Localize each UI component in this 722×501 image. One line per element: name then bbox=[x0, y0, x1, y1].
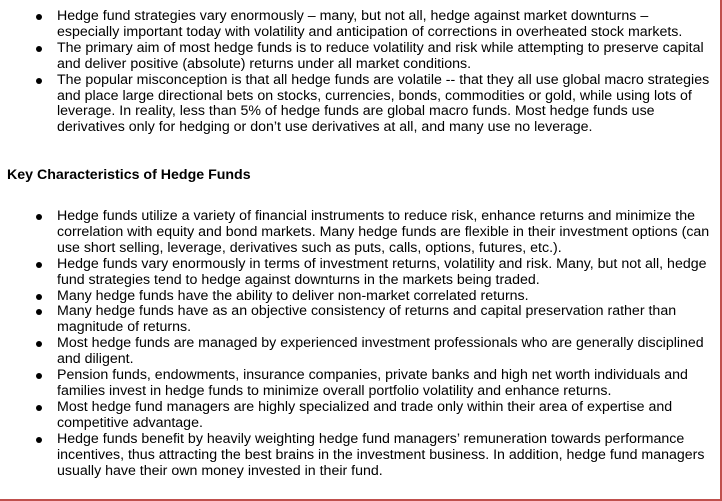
bullet-dot-icon bbox=[36, 46, 42, 52]
list-item bbox=[0, 304, 718, 336]
list-item bbox=[0, 41, 718, 73]
list-item bbox=[0, 9, 718, 41]
bullet-dot-icon bbox=[36, 309, 42, 315]
list-item bbox=[0, 209, 718, 257]
list-item-text: Pension funds, endowments, insurance companies, private banks and high net worth individuals and families invest in hedge funds to minimize overall portfolio volatility and enhance returns. bbox=[57, 367, 688, 399]
list-item-text: The primary aim of most hedge funds is to reduce volatility and risk while attempting to preserve capital and deliver positive (absolute) returns under all market conditions. bbox=[57, 39, 704, 72]
bullet-dot-icon bbox=[36, 78, 42, 84]
bullet-dot-icon bbox=[36, 294, 42, 300]
bullet-dot-icon bbox=[36, 405, 42, 411]
section-heading: Key Characteristics of Hedge Funds bbox=[7, 167, 251, 183]
list-item-text: Hedge funds utilize a variety of financial instruments to reduce risk, enhance returns and minimize the correlation with equity and bond markets. Many hedge funds are flexible in their investment options (can use short selling, leverage, derivatives such as puts, calls, options, futures, etc.). bbox=[57, 208, 710, 256]
list-item-text: Hedge fund strategies vary enormously – many, but not all, hedge against market downturns – especially important today with volatility and anticipation of corrections in overheated stock markets. bbox=[57, 8, 683, 40]
list-item-text: Most hedge funds are managed by experienced investment professionals who are generally disciplined and diligent. bbox=[57, 335, 704, 368]
characteristics-bullet-list bbox=[0, 209, 718, 479]
bullet-dot-icon bbox=[36, 437, 42, 443]
list-item bbox=[0, 336, 718, 368]
list-item-text: The popular misconception is that all hedge funds are volatile -- that they all use global macro strategies and place large directional bets on stocks, currencies, bonds, commodities or gold, while using lots of leverage. In reality, less than 5% of hedge funds are global macro funds. Most hedge funds use derivatives only for hedging or don’t use derivatives at all, and many use no leverage. bbox=[57, 71, 710, 136]
list-item bbox=[0, 368, 718, 400]
list-item bbox=[0, 432, 718, 480]
intro-bullet-list bbox=[0, 9, 718, 136]
list-item bbox=[0, 400, 718, 432]
bullet-dot-icon bbox=[36, 373, 42, 379]
list-item bbox=[0, 289, 718, 305]
list-item-text: Hedge funds benefit by heavily weighting hedge fund managers’ remuneration towards performance incentives, thus attracting the best brains in the investment business. In addition, hedge fund managers usually have their own money invested in their fund. bbox=[57, 430, 705, 479]
list-item-text: Many hedge funds have the ability to deliver non-market correlated returns. bbox=[57, 287, 529, 304]
list-item-text: Most hedge fund managers are highly specialized and trade only within their area of expertise and competitive advantage. bbox=[57, 398, 673, 431]
bullet-dot-icon bbox=[36, 262, 42, 268]
bullet-dot-icon bbox=[36, 214, 42, 220]
bullet-dot-icon bbox=[36, 14, 42, 20]
list-item bbox=[0, 257, 718, 289]
list-item-text: Hedge funds vary enormously in terms of investment returns, volatility and risk. Many, but not all, hedge fund strategies tend to hedge against downturns in the markets being traded. bbox=[57, 255, 707, 288]
list-item bbox=[0, 73, 718, 137]
bullet-dot-icon bbox=[36, 341, 42, 347]
list-item-text: Many hedge funds have as an objective consistency of returns and capital preservation rather than magnitude of returns. bbox=[57, 303, 677, 336]
